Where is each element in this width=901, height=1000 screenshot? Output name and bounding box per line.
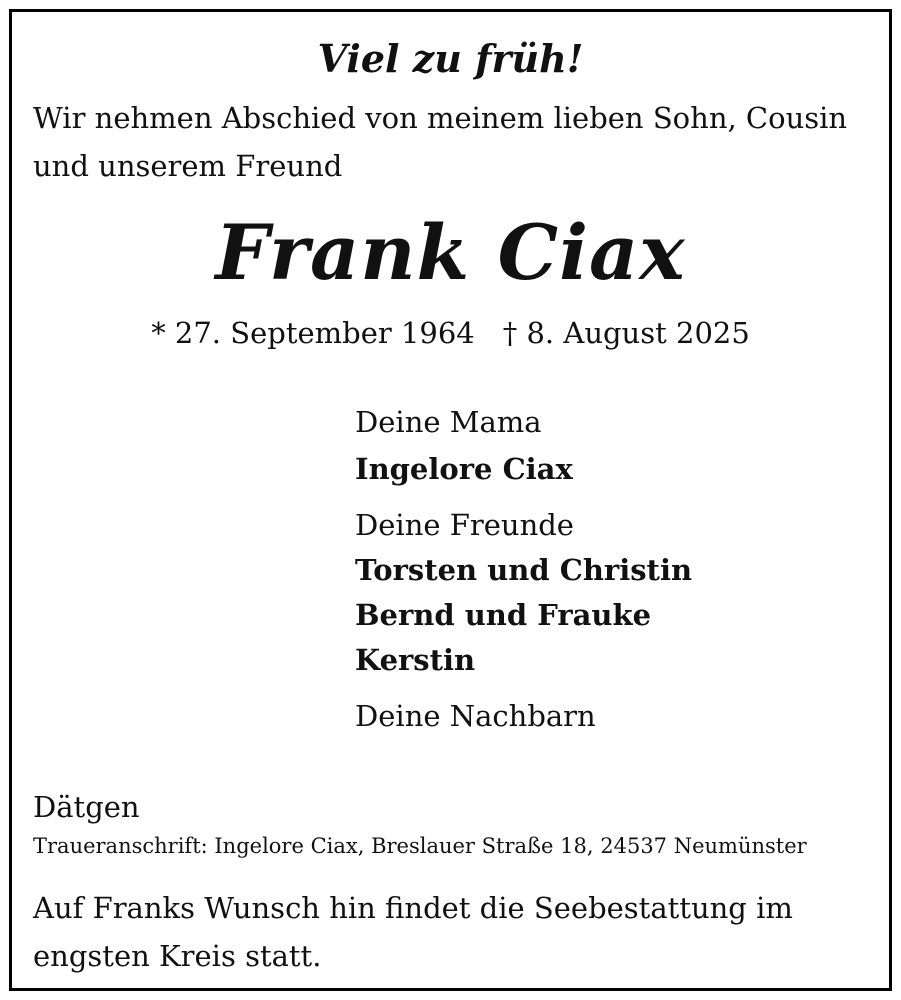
friends-name-2: Bernd und Frauke [355,598,652,632]
headline: Viel zu früh! [317,36,584,81]
intro-text: Wir nehmen Abschied von meinem lieben Sohn, Cousin und unserem Freund [33,101,848,183]
mourning-address: Traueranschrift: Ingelore Ciax, Breslauer Straße 18, 24537 Neumünster [33,834,807,858]
deceased-name: Frank Ciax [215,208,686,297]
obituary-frame [9,9,892,991]
friends-name-3: Kerstin [355,643,476,677]
life-dates [12,316,889,350]
mama-label: Deine Mama [355,405,542,439]
death-date: † 8. August 2025 [502,316,750,350]
mama-name: Ingelore Ciax [355,452,573,486]
neighbors-label: Deine Nachbarn [355,699,596,733]
friends-label: Deine Freunde [355,508,574,542]
burial-note: Auf Franks Wunsch hin findet die Seebestattung im engsten Kreis statt. [33,891,793,973]
birth-date: * 27. September 1964 [151,316,475,350]
friends-name-1: Torsten und Christin [355,553,693,587]
place: Dätgen [33,790,140,824]
